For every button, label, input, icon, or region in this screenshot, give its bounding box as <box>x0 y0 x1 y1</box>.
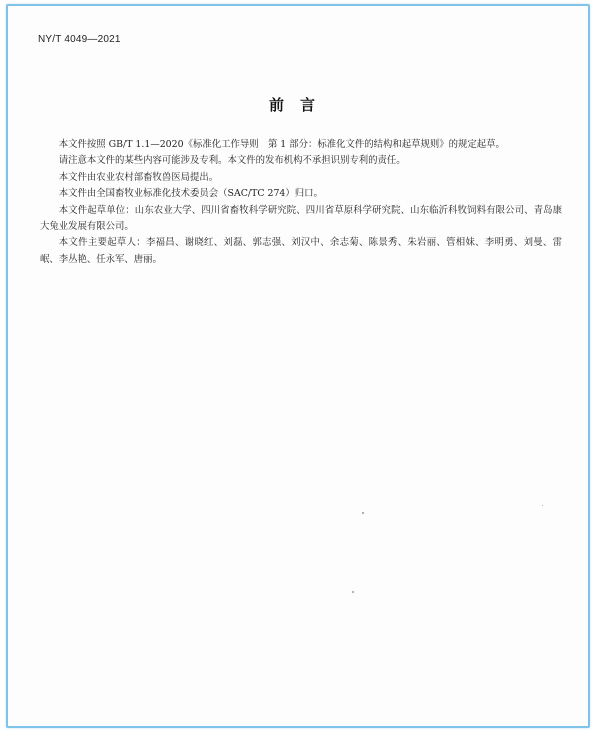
paragraph-drafters: 本文件主要起草人：李福昌、谢晓红、刘磊、郭志强、刘汉中、余志菊、陈景秀、朱岩丽、管相妹、李明勇、刘曼、雷岷、李丛艳、任永军、唐丽。 <box>40 237 562 265</box>
paragraph-patent-notice: 请注意本文件的某些内容可能涉及专利。本文件的发布机构不承担识别专利的责任。 <box>58 155 406 167</box>
scan-speck <box>362 512 364 514</box>
scan-speck <box>542 505 543 506</box>
paragraph-drafting-units: 本文件起草单位：山东农业大学、四川省畜牧科学研究院、四川省草原科学研究院、山东临沂科牧饲料有限公司、青岛康大兔业发展有限公司。 <box>40 204 562 233</box>
document-code: NY/T 4049—2021 <box>38 34 121 45</box>
paragraph-proposer: 本文件由农业农村部畜牧兽医局提出。 <box>58 171 219 183</box>
preface-body <box>40 137 562 268</box>
scan-speck <box>352 591 354 593</box>
paragraph-drafting-rules: 本文件按照 GB/T 1.1—2020《标准化工作导则 第 1 部分：标准化文件的结构和起草规则》的规定起草。 <box>58 139 505 150</box>
page-title: 前言 <box>268 96 331 114</box>
paragraph-administrator: 本文件由全国畜牧业标准化技术委员会（SAC/TC 274）归口。 <box>58 188 323 200</box>
